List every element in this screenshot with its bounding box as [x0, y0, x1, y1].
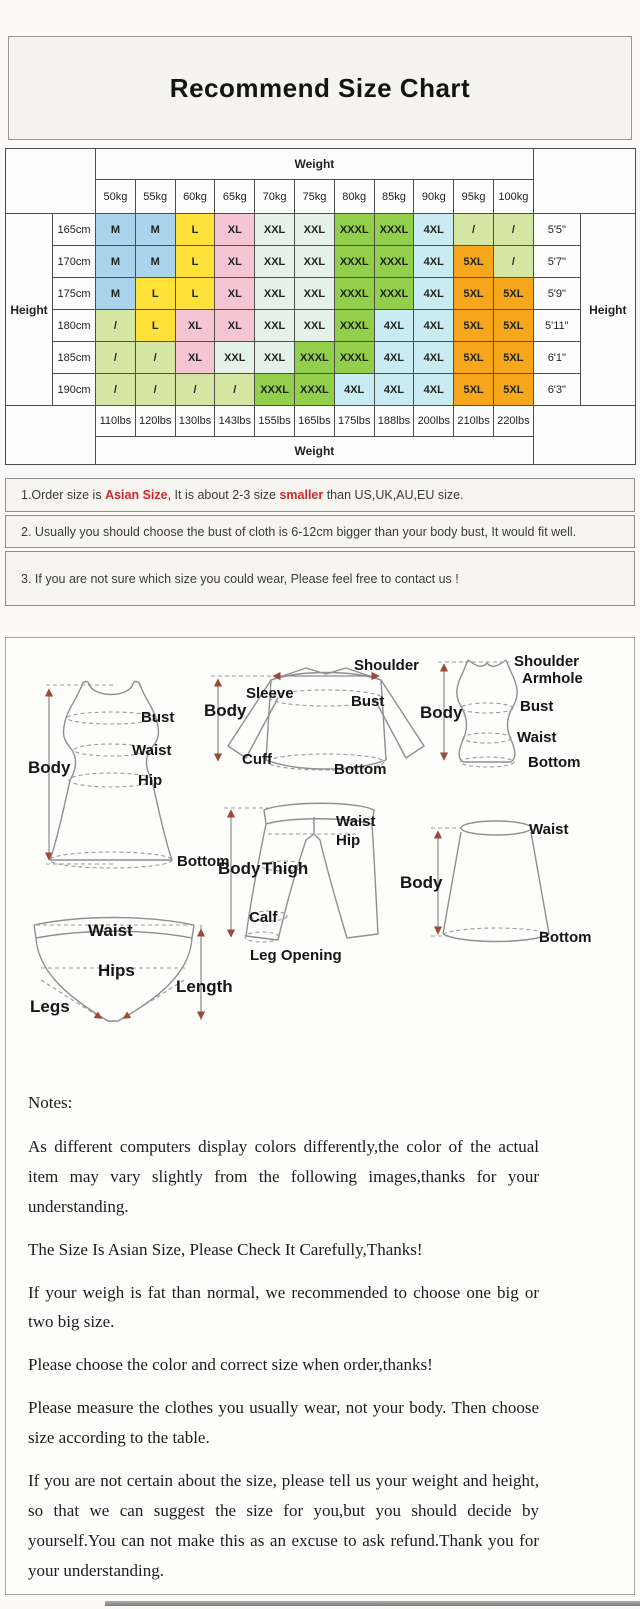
lbs-cell: 220lbs [493, 406, 533, 437]
size-cell: 4XL [414, 310, 454, 342]
note-paragraph: Please measure the clothes you usually wear, not your body. Then choose size according to the table. [28, 1398, 539, 1448]
size-cell: / [96, 342, 136, 374]
briefs-hips-label: Hips [98, 961, 135, 980]
size-cell: XL [215, 278, 255, 310]
shirt-bottom-label: Bottom [334, 761, 387, 778]
skirt-diagram [400, 821, 592, 946]
ft-label: 6'3" [533, 374, 580, 406]
size-cell: XXL [255, 310, 295, 342]
size-cell: XXXL [374, 278, 414, 310]
vest-armhole-label: Armhole [522, 670, 583, 687]
dress-hip-label: Hip [138, 772, 163, 789]
height-label-left: Height [6, 214, 53, 406]
size-cell: L [175, 278, 215, 310]
size-cell: 5XL [493, 342, 533, 374]
size-cell: XL [175, 310, 215, 342]
size-cell: XXL [294, 246, 334, 278]
vest-diagram [420, 653, 583, 771]
order-note-1 [5, 478, 635, 512]
lbs-cell: 200lbs [414, 406, 454, 437]
note-paragraph: The Size Is Asian Size, Please Check It Carefully,Thanks! [28, 1239, 423, 1259]
kg-cell: 75kg [294, 180, 334, 214]
pants-hip-label: Hip [336, 832, 361, 849]
shirt-diagram [204, 657, 424, 778]
size-cell: 5XL [454, 310, 494, 342]
cm-label: 165cm [53, 214, 96, 246]
size-cell: XXL [215, 342, 255, 374]
lbs-cell: 120lbs [135, 406, 175, 437]
size-cell: L [175, 214, 215, 246]
briefs-waist-label: Waist [88, 921, 133, 940]
size-cell: 4XL [374, 374, 414, 406]
vest-bust-label: Bust [520, 698, 554, 715]
page-title: Recommend Size Chart [169, 72, 471, 103]
size-cell: L [175, 246, 215, 278]
size-cell: 4XL [414, 342, 454, 374]
size-cell: 4XL [414, 374, 454, 406]
size-cell: XXXL [334, 214, 374, 246]
kg-cell: 60kg [175, 180, 215, 214]
size-cell: 5XL [454, 246, 494, 278]
cm-label: 170cm [53, 246, 96, 278]
lbs-cell: 210lbs [454, 406, 494, 437]
kg-cell: 90kg [414, 180, 454, 214]
size-table-body [6, 149, 636, 465]
size-cell: XXXL [334, 246, 374, 278]
lbs-cell: 130lbs [175, 406, 215, 437]
corner-cell [6, 406, 96, 465]
cm-label: 180cm [53, 310, 96, 342]
size-cell: 5XL [454, 278, 494, 310]
size-cell: M [96, 246, 136, 278]
shirt-body-label: Body [204, 701, 247, 720]
size-cell: XXL [255, 246, 295, 278]
ft-label: 5'7" [533, 246, 580, 278]
pants-waist-label: Waist [336, 813, 376, 830]
cm-label: 190cm [53, 374, 96, 406]
size-cell: 4XL [414, 214, 454, 246]
ft-label: 5'9" [533, 278, 580, 310]
size-cell: M [96, 278, 136, 310]
shirt-sleeve-label: Sleeve [246, 685, 294, 702]
vest-bottom-label: Bottom [528, 754, 581, 771]
notes-paragraphs [28, 1132, 539, 1586]
pants-body-label: Body [218, 859, 261, 878]
order-note-3 [5, 551, 635, 606]
briefs-diagram [30, 918, 233, 1024]
size-cell: / [493, 246, 533, 278]
ft-label: 6'1" [533, 342, 580, 374]
pants-diagram [218, 803, 378, 964]
size-cell: XXXL [294, 342, 334, 374]
size-cell: XXXL [374, 214, 414, 246]
kg-cell: 95kg [454, 180, 494, 214]
bottom-notes [28, 1088, 539, 1599]
size-cell: XL [215, 310, 255, 342]
shirt-cuff-label: Cuff [242, 751, 272, 768]
skirt-bottom-label: Bottom [539, 929, 592, 946]
ft-label: 5'11" [533, 310, 580, 342]
note-paragraph: Please choose the color and correct size when order,thanks! [28, 1355, 433, 1375]
measurement-section [5, 637, 635, 1595]
size-cell: 5XL [493, 278, 533, 310]
size-cell: / [96, 310, 136, 342]
order-note-2 [5, 515, 635, 548]
size-cell: 4XL [414, 246, 454, 278]
cm-label: 185cm [53, 342, 96, 374]
briefs-length-label: Length [176, 977, 233, 996]
skirt-body-label: Body [400, 873, 443, 892]
size-cell: XXXL [334, 310, 374, 342]
vest-body-label: Body [420, 703, 463, 722]
size-cell: XXXL [334, 278, 374, 310]
order-note-text: 3. If you are not sure which size you could wear, Please feel free to contact us ! [21, 571, 459, 586]
size-cell: L [135, 278, 175, 310]
size-cell: / [135, 374, 175, 406]
size-cell: / [175, 374, 215, 406]
size-cell: 5XL [493, 374, 533, 406]
size-cell: M [135, 214, 175, 246]
vest-shoulder-label: Shoulder [514, 653, 580, 670]
lbs-cell: 175lbs [334, 406, 374, 437]
lbs-cell: 110lbs [96, 406, 136, 437]
size-cell: 5XL [454, 342, 494, 374]
corner-cell [533, 149, 635, 214]
next-image-edge [105, 1601, 640, 1606]
skirt-waist-label: Waist [529, 821, 569, 838]
shirt-shoulder-label: Shoulder [354, 657, 420, 674]
size-cell: XXL [294, 278, 334, 310]
size-cell: M [135, 246, 175, 278]
dress-bust-label: Bust [141, 709, 175, 726]
briefs-legs-label: Legs [30, 997, 70, 1016]
kg-cell: 50kg [96, 180, 136, 214]
title-box [8, 36, 632, 140]
size-cell: XXXL [334, 342, 374, 374]
notes-heading: Notes: [28, 1093, 73, 1112]
note-paragraph: As different computers display colors differently,the color of the actual item may vary slightly from the following images,thanks for your understanding. [28, 1136, 539, 1216]
height-label-right: Height [580, 214, 635, 406]
lbs-cell: 155lbs [255, 406, 295, 437]
lbs-cell: 188lbs [374, 406, 414, 437]
kg-cell: 65kg [215, 180, 255, 214]
cm-label: 175cm [53, 278, 96, 310]
dress-waist-label: Waist [132, 742, 172, 759]
kg-cell: 85kg [374, 180, 414, 214]
pants-leg-opening-label: Leg Opening [250, 947, 342, 964]
size-cell: / [215, 374, 255, 406]
lbs-cell: 143lbs [215, 406, 255, 437]
kg-cell: 100kg [493, 180, 533, 214]
dress-diagram [28, 681, 230, 870]
size-cell: XXL [255, 342, 295, 374]
weight-header-top: Weight [96, 149, 534, 180]
size-cell: XXL [255, 278, 295, 310]
measurement-diagrams [6, 638, 636, 1068]
size-cell: / [96, 374, 136, 406]
size-cell: XXXL [255, 374, 295, 406]
size-cell: / [135, 342, 175, 374]
dress-body-label: Body [28, 758, 71, 777]
size-cell: XL [215, 214, 255, 246]
order-note-text: 2. Usually you should choose the bust of cloth is 6-12cm bigger than your body bust, It would fit well. [21, 524, 577, 539]
lbs-cell: 165lbs [294, 406, 334, 437]
pants-calf-label: Calf [249, 909, 278, 926]
size-cell: 4XL [374, 342, 414, 374]
size-cell: XXL [294, 214, 334, 246]
dress-bottom-label: Bottom [177, 853, 230, 870]
size-cell: / [454, 214, 494, 246]
weight-header-bottom: Weight [96, 437, 534, 465]
size-cell: XXL [294, 310, 334, 342]
kg-cell: 70kg [255, 180, 295, 214]
size-table [5, 148, 636, 465]
shirt-bust-label: Bust [351, 693, 385, 710]
size-cell: / [493, 214, 533, 246]
corner-cell [6, 149, 96, 214]
ft-label: 5'5" [533, 214, 580, 246]
size-cell: XXXL [374, 246, 414, 278]
size-cell: M [96, 214, 136, 246]
size-cell: XL [215, 246, 255, 278]
note-paragraph: If you are not certain about the size, please tell us your weight and height, so that we can suggest the size for you,but you should decide by yourself.You can not make this as an excuse to ask refund.Thank you for your understanding. [28, 1471, 539, 1580]
size-cell: XL [175, 342, 215, 374]
note-paragraph: If your weigh is fat than normal, we recommended to choose one big or two big size. [28, 1282, 539, 1332]
size-cell: 4XL [414, 278, 454, 310]
pants-thigh-label: Thigh [262, 859, 309, 878]
size-cell: 4XL [374, 310, 414, 342]
kg-cell: 55kg [135, 180, 175, 214]
order-note-text: 1.Order size is Asian Size, It is about 2-3 size smaller than US,UK,AU,EU size. [21, 488, 464, 502]
size-cell: 4XL [334, 374, 374, 406]
size-cell: XXL [255, 214, 295, 246]
corner-cell [533, 406, 635, 465]
kg-cell: 80kg [334, 180, 374, 214]
size-cell: L [135, 310, 175, 342]
vest-waist-label: Waist [517, 729, 557, 746]
size-cell: 5XL [493, 310, 533, 342]
size-cell: 5XL [454, 374, 494, 406]
size-cell: XXXL [294, 374, 334, 406]
